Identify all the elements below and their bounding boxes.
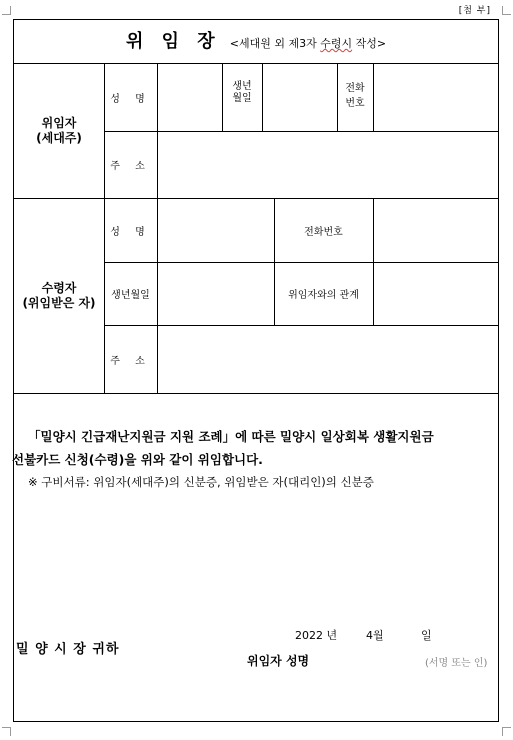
receiver-address-label: 주 소 xyxy=(110,355,151,367)
delegator-address-label: 주 소 xyxy=(110,161,151,172)
receiver-birth-field[interactable] xyxy=(157,262,274,325)
date-year: 2022 년 xyxy=(295,629,338,642)
addressee: 밀 양 시 장 귀하 xyxy=(16,642,120,657)
signer-label: 위임자 성명 xyxy=(247,654,310,668)
delegator-name-field[interactable] xyxy=(157,63,222,131)
delegator-address-field[interactable] xyxy=(157,131,498,198)
crop-mark-bottom-left xyxy=(2,727,11,736)
title-main: 위 임 장 xyxy=(125,31,221,52)
power-of-attorney-form xyxy=(13,19,499,722)
statement-line-1: 「밀양시 긴급재난지원금 지원 조례」에 따른 밀양시 일상회복 생활지원금 xyxy=(28,429,434,444)
crop-mark-top-right xyxy=(502,6,511,15)
statement-line-2: 선불카드 신청(수령)을 위와 같이 위임합니다. xyxy=(12,452,263,467)
receiver-relation-label: 위임자와의 관계 xyxy=(288,290,359,301)
receiver-relation-field[interactable] xyxy=(373,262,498,325)
receiver-group-label: 수령자 (위임받은 자) xyxy=(22,280,96,310)
line-table-bottom xyxy=(14,393,498,394)
crop-mark-top-left xyxy=(2,6,11,15)
required-documents-note: ※ 구비서류: 위임자(세대주)의 신분증, 위임받은 자(대리인)의 신분증 xyxy=(28,475,374,489)
title-sub: <세대원 외 제3자 수령시 작성> xyxy=(229,37,387,50)
receiver-name-field[interactable] xyxy=(157,198,274,262)
receiver-address-field[interactable] xyxy=(157,325,498,393)
statement-text xyxy=(12,425,492,471)
delegator-group-label: 위임자 (세대주) xyxy=(36,115,82,145)
title-sub-mark: 수령시 xyxy=(320,37,353,50)
form-title xyxy=(14,20,498,64)
attachment-tag: [첨 부] xyxy=(458,6,491,16)
receiver-birth-label: 생년월일 xyxy=(111,290,150,301)
delegator-phone-field[interactable] xyxy=(373,63,498,131)
receiver-phone-label: 전화번호 xyxy=(304,226,343,238)
receiver-phone-field[interactable] xyxy=(373,198,498,262)
date-month: 4월 xyxy=(366,629,384,642)
delegator-birth-field[interactable] xyxy=(262,63,337,131)
signature-seal-placeholder[interactable]: (서명 또는 인) xyxy=(425,658,488,669)
delegator-name-label: 성 명 xyxy=(110,93,151,105)
receiver-name-label: 성 명 xyxy=(110,226,151,238)
date-day: 일 xyxy=(421,629,432,642)
delegator-phone-label: 전화 번호 xyxy=(345,83,365,109)
delegator-birth-label: 생년 월일 xyxy=(232,81,252,104)
crop-mark-bottom-right xyxy=(502,727,511,736)
